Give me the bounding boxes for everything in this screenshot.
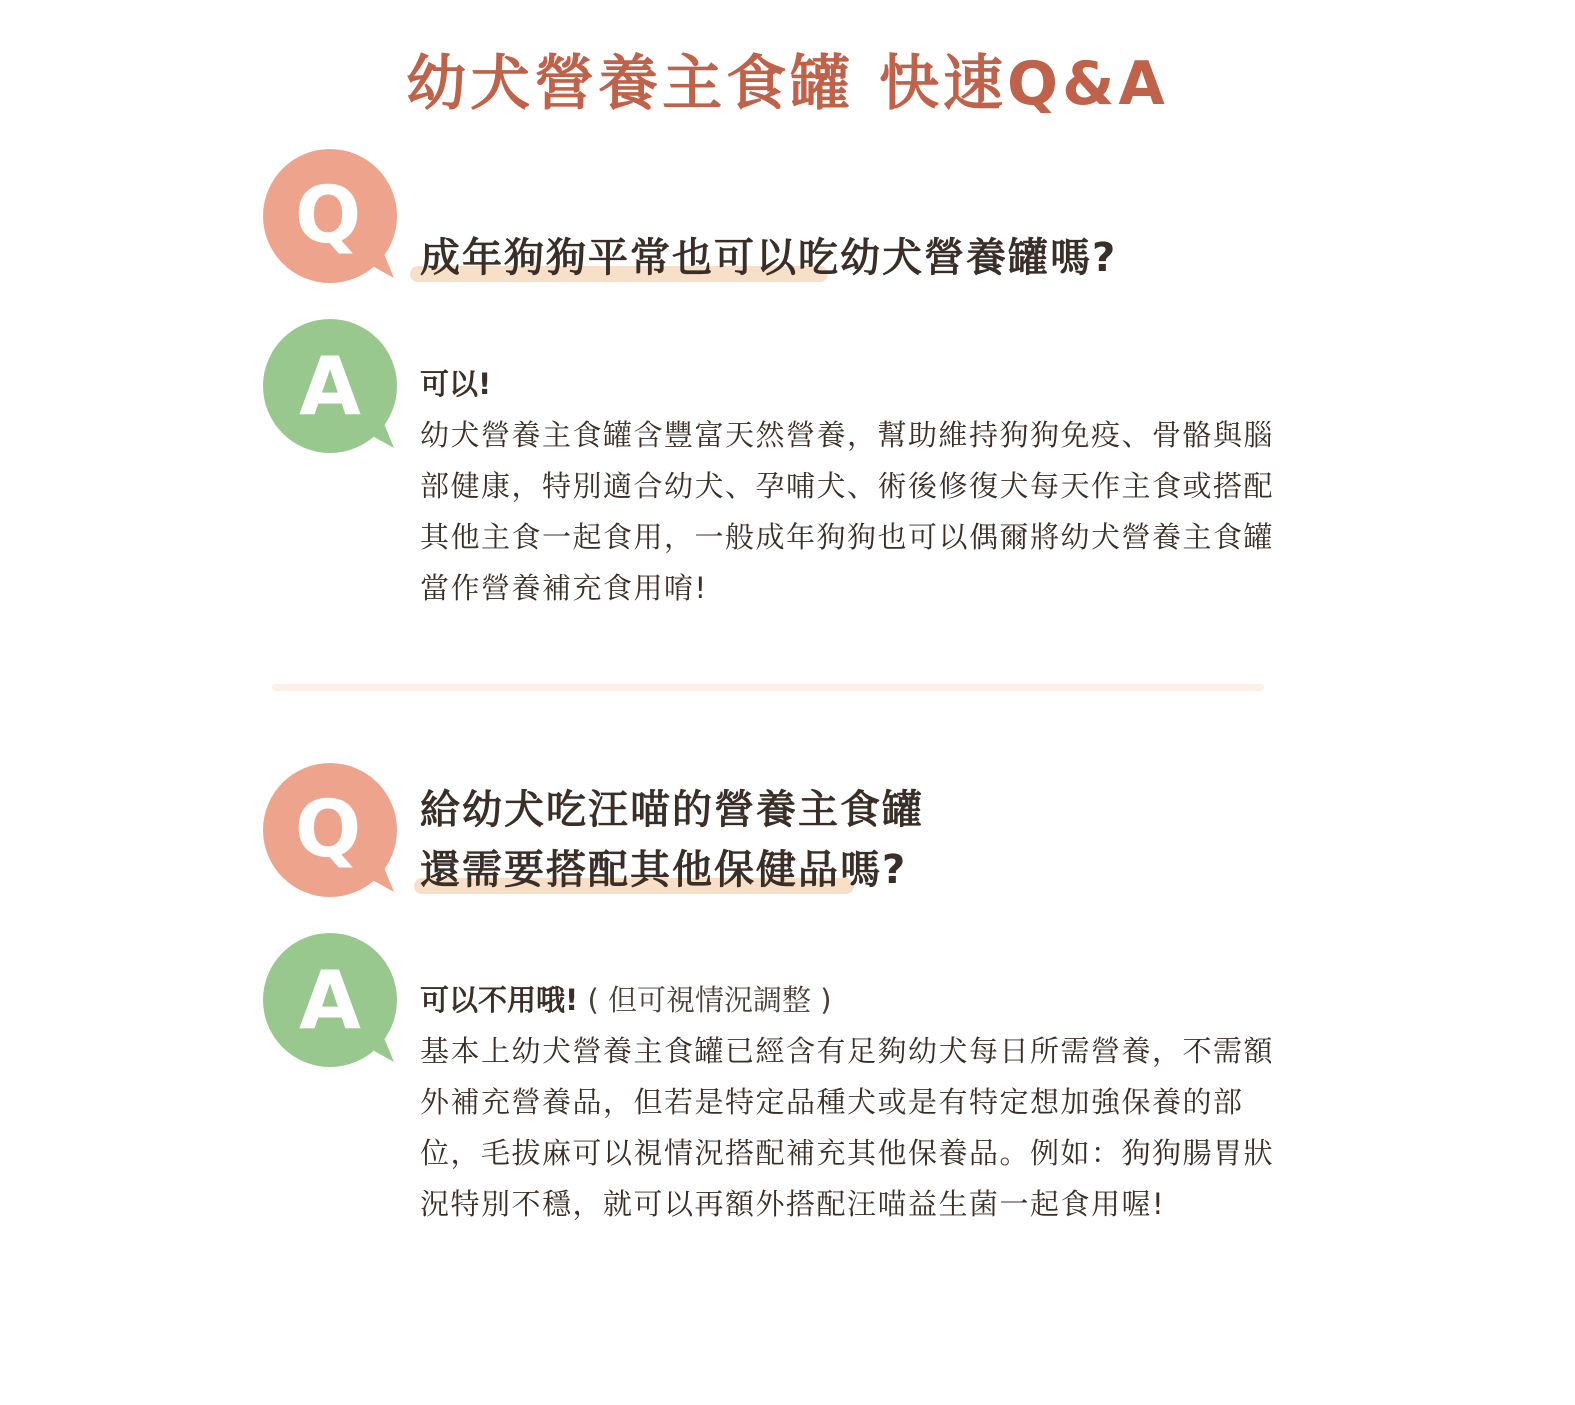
answer-letter: A [299,954,361,1047]
question-line: 成年狗狗平常也可以吃幼犬營養罐嗎? [420,235,1118,281]
faq-2-answer-body: 基本上幼犬營養主食罐已經含有足夠幼犬每日所需營養，不需額外補充營養品，但若是特定品種犬或是有特定想加強保養的部位，毛拔麻可以視情況搭配補充其他保養品。例如：狗狗腸胃狀況特別不穩，就可以再額外搭配汪喵益生菌一起食用喔! [420,1034,1275,1221]
question-letter: Q [294,785,362,875]
faq-1-answer-body: 幼犬營養主食罐含豐富天然營養，幫助維持狗狗免疫、骨骼與腦部健康，特別適合幼犬、孕哺犬、術後修復犬每天作主食或搭配其他主食一起食用，一般成年狗狗也可以偶爾將幼犬營養主食罐當作營養補充食用唷! [420,418,1275,605]
answer-lead: 可以不用哦! [420,983,579,1017]
faq-2-answer-lead [420,978,832,1022]
answer-lead: 可以! [420,367,492,401]
answer-letter: A [299,340,361,433]
faq-1-answer-lead [420,362,491,406]
divider [272,684,1264,691]
answer-badge-icon [262,318,402,458]
question-line: 還需要搭配其他保健品嗎? [420,847,908,893]
page-title: 幼犬營養主食罐 快速Q&A [406,49,1169,119]
faq-2-question [420,780,924,900]
faq-1-question [420,228,1117,288]
answer-badge-icon [262,932,402,1072]
question-badge-icon [262,148,402,288]
answer-note: ( 但可視情況調整 ) [587,983,832,1017]
question-line: 給幼犬吃汪喵的營養主食罐 [420,787,924,833]
question-letter: Q [294,171,362,261]
question-badge-icon [262,762,402,902]
